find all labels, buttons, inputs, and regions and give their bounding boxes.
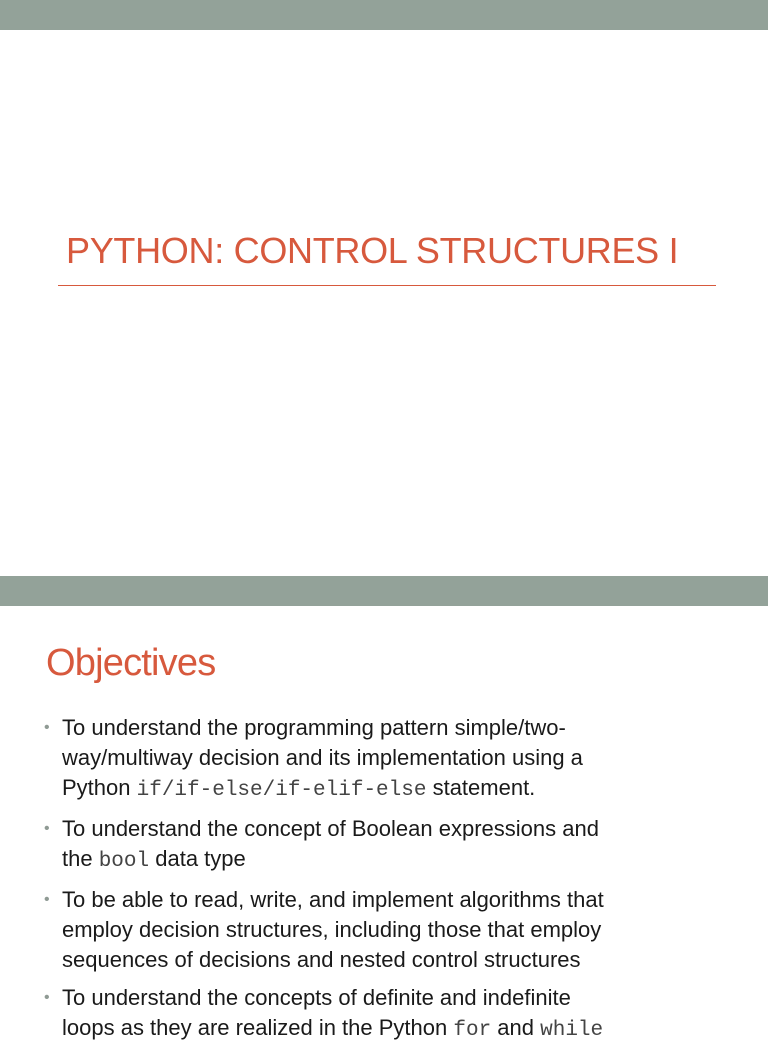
bullet-text: way/multiway decision and its implementation using a bbox=[62, 745, 583, 770]
bullet-text: statement. bbox=[426, 775, 536, 800]
bullet-text: loops as they are realized in the Python bbox=[62, 1015, 454, 1040]
code-snippet: bool bbox=[98, 850, 150, 873]
bullet-dot-icon: • bbox=[44, 719, 50, 736]
objectives-list bbox=[44, 713, 750, 1054]
bullet-dot-icon: • bbox=[44, 820, 50, 837]
bullet-text: Python bbox=[62, 775, 137, 800]
bullet-dot-icon: • bbox=[44, 989, 50, 1006]
bullet-text: To understand the concept of Boolean expressions and bbox=[62, 816, 599, 841]
bullet-item bbox=[44, 814, 750, 877]
bullet-text: and bbox=[491, 1015, 541, 1040]
bullet-item bbox=[44, 713, 750, 806]
code-snippet: while bbox=[540, 1019, 604, 1042]
slide-header-band bbox=[0, 0, 768, 30]
bullet-text: To understand the concepts of definite and indefinite bbox=[62, 985, 571, 1010]
objectives-heading: Objectives bbox=[46, 642, 216, 684]
bullet-item bbox=[44, 885, 750, 975]
code-snippet: if/if-else/if-elif-else bbox=[136, 779, 427, 802]
title-underline bbox=[58, 285, 716, 286]
code-snippet: for bbox=[453, 1019, 492, 1042]
bullet-text: To be able to read, write, and implement algorithms that bbox=[62, 887, 604, 912]
bullet-text: the bbox=[62, 846, 99, 871]
bullet-item bbox=[44, 983, 750, 1046]
slide-divider-band bbox=[0, 576, 768, 606]
slide-title: PYTHON: CONTROL STRUCTURES I bbox=[66, 230, 679, 271]
bullet-text: To understand the programming pattern simple/two- bbox=[62, 715, 566, 740]
bullet-text: data type bbox=[149, 846, 246, 871]
bullet-text: sequences of decisions and nested control structures bbox=[62, 947, 581, 972]
bullet-text: employ decision structures, including those that employ bbox=[62, 917, 602, 942]
bullet-dot-icon: • bbox=[44, 891, 50, 908]
